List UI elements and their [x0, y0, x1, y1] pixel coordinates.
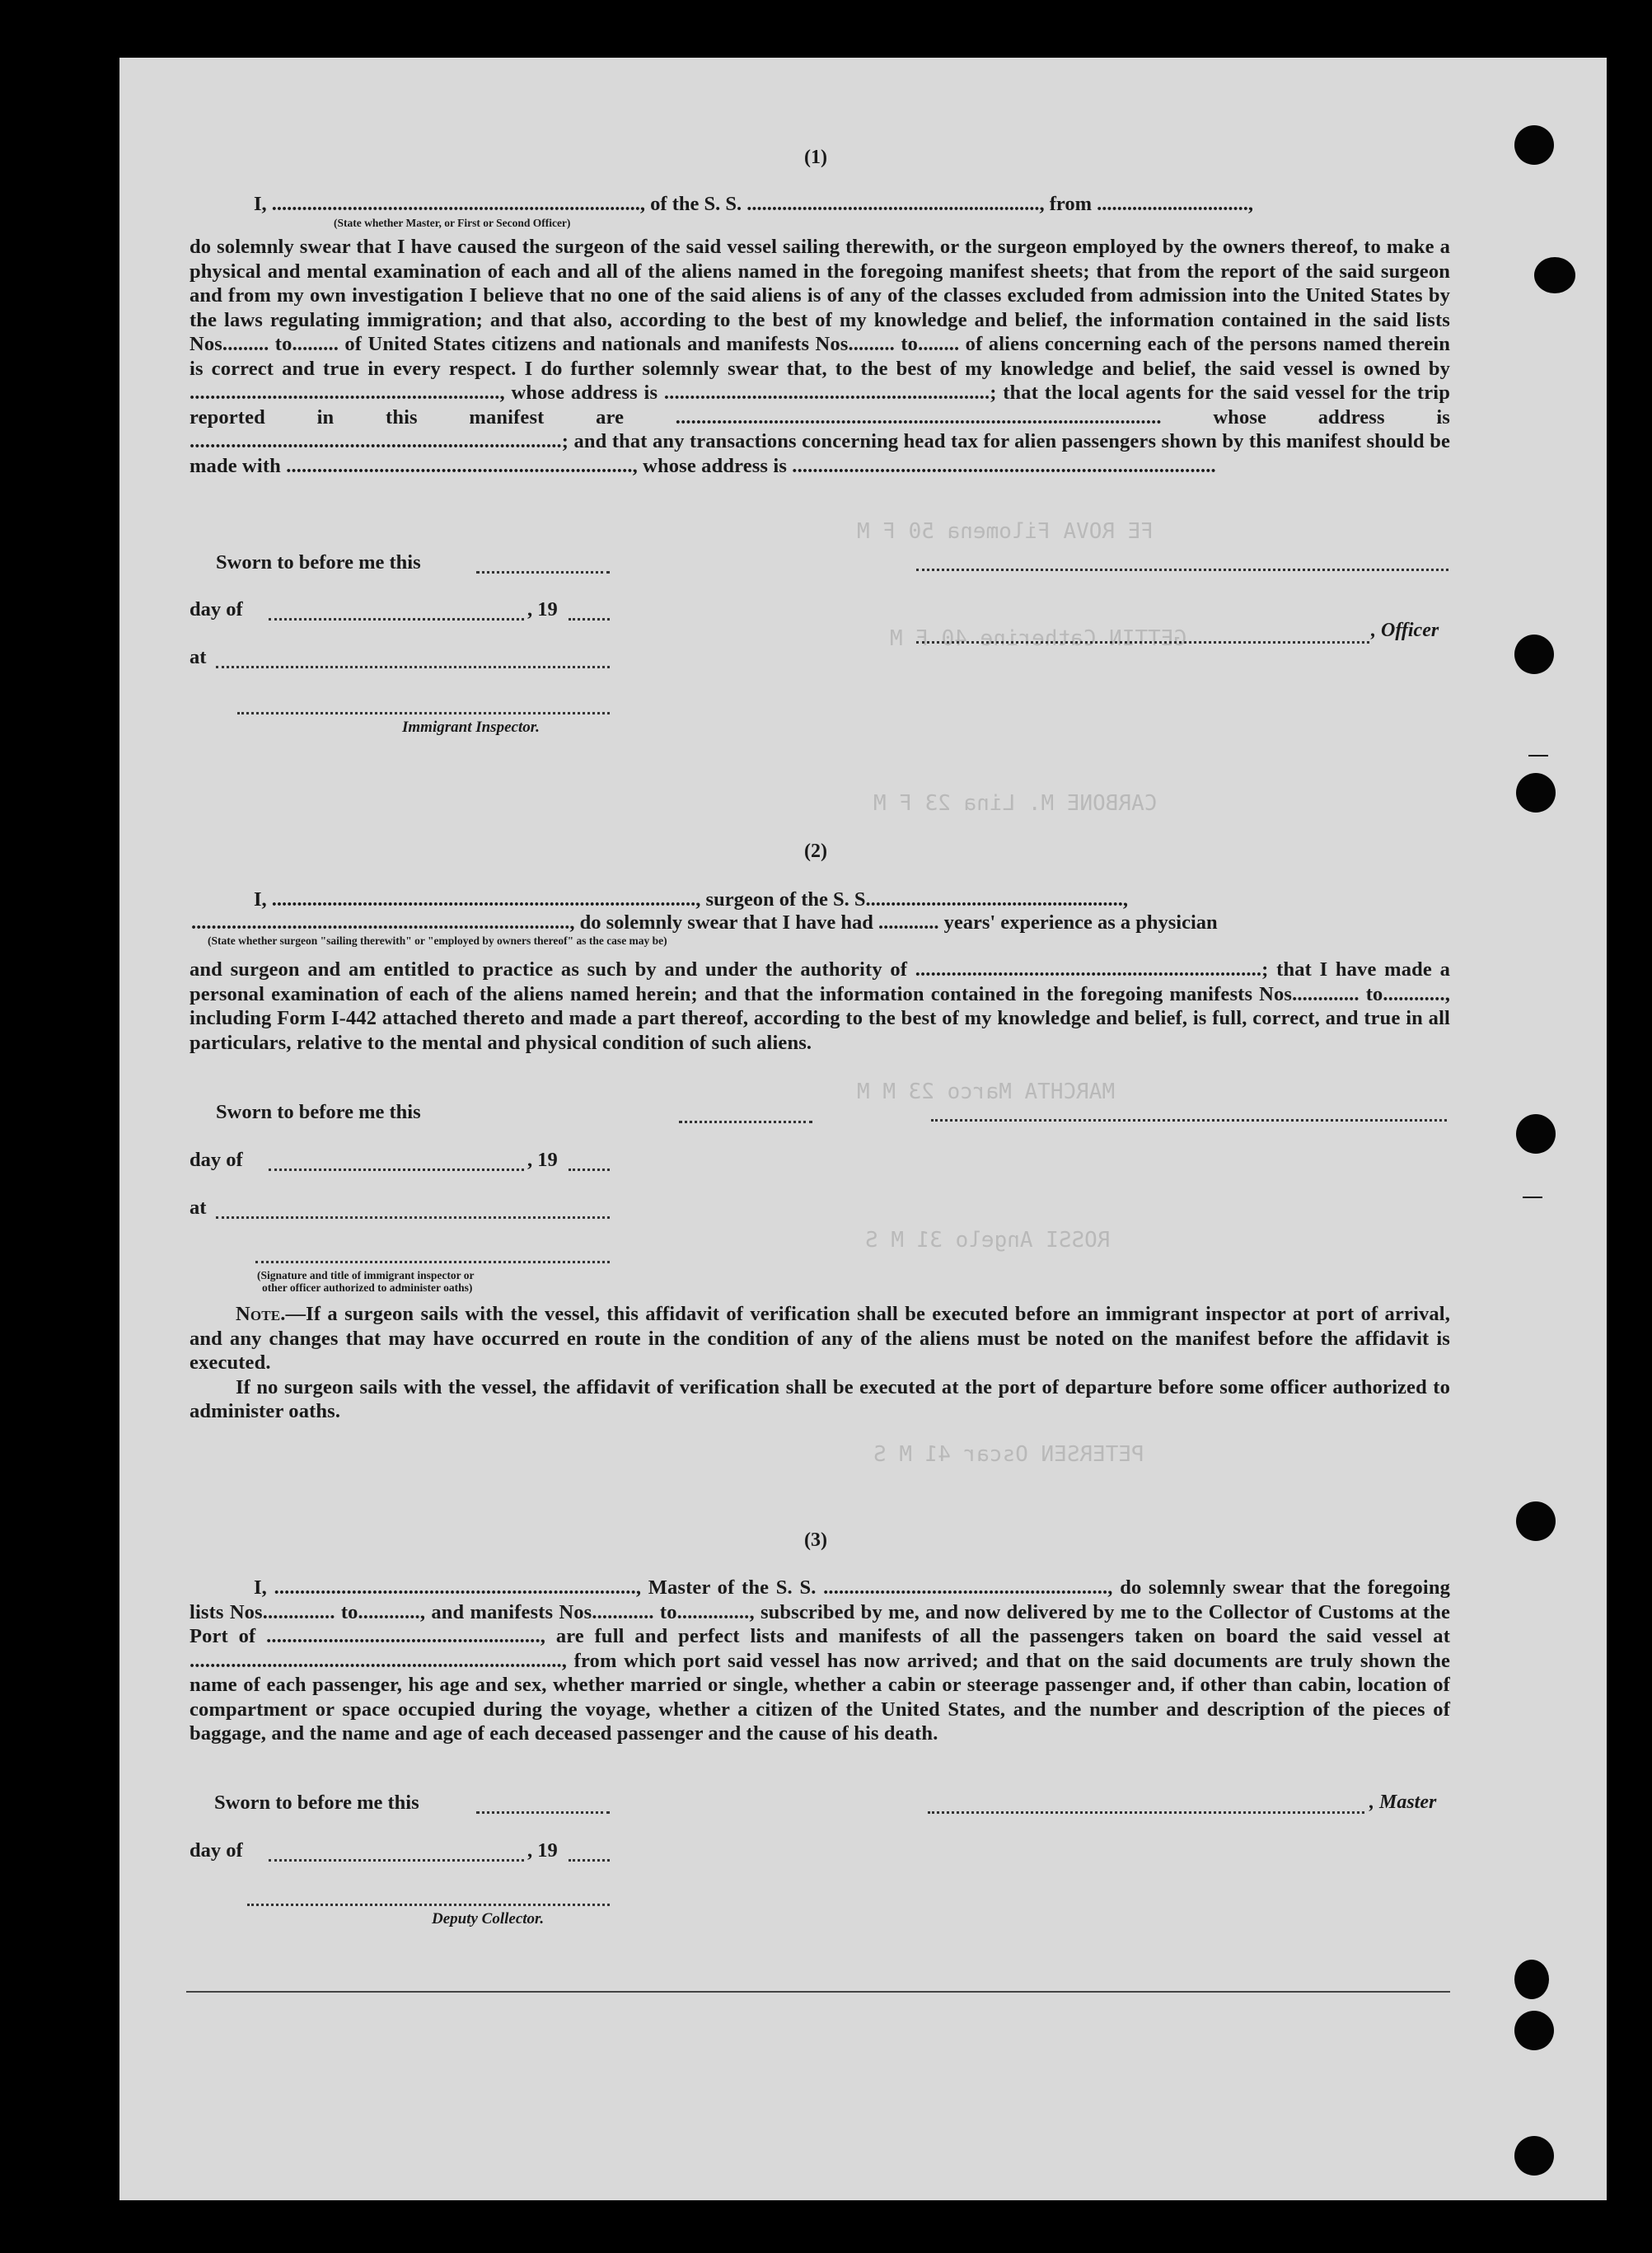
show-through-text: ROSSI Angelo 31 M S: [865, 1228, 1111, 1253]
sworn-date-field[interactable]: [476, 571, 610, 574]
section-2-note: [190, 1302, 1450, 1424]
bottom-divider: [186, 1991, 1450, 1993]
section-3-sworn: Sworn to before me this: [214, 1792, 419, 1814]
punch-hole: [1514, 2011, 1554, 2050]
show-through-text: FE ROVA Filomena 50 F M: [857, 519, 1154, 544]
show-through-text: PETERSEN Oscar 41 M S: [873, 1442, 1144, 1467]
punch-hole: [1534, 257, 1575, 293]
sworn-label: Sworn to before me this: [216, 551, 421, 574]
section-1-paragraph: do solemnly swear that I have caused the surgeon of the said vessel sailing therewith, or the surgeon employed by the owners thereof, to make a physical and mental examination of each and all of the aliens named in the foregoing manifest sheets; that from the report of the said surgeon and from my own investigation I believe that no one of the said aliens is of any of the classes excluded from admission into the United States by the laws regulating immigration; and that also, according to the best of my knowledge and belief, the information contained in the said lists Nos......... to......... of United States citizens and nationals and manifests Nos......... to........ of aliens concerning each of the persons named therein is correct and true in every respect. I do further solemnly swear that, to the best of my knowledge and belief, the said vessel is owned by ............................................................, whose address is ...............................................................; that the local agents for the said vessel for the trip reported in this manifest are .............................................................................................. whose address is ........................................................................; and that any transactions concerning head tax for alien passengers shown by this manifest should be made with ..................................................................., whose address is ..................................................................................: [190, 236, 1450, 477]
master-signature-line[interactable]: [928, 1811, 1364, 1814]
sworn-date-field[interactable]: [679, 1121, 812, 1123]
section-1-at: at: [190, 646, 207, 668]
section-2-year: , 19: [527, 1149, 558, 1171]
section-3-year: , 19: [527, 1839, 558, 1862]
year-field[interactable]: [569, 618, 610, 621]
officer-field[interactable]: [916, 641, 1369, 644]
master-label: , Master: [1369, 1792, 1437, 1813]
inspector-signature-line[interactable]: [255, 1261, 610, 1263]
section-1-number: (1): [804, 147, 827, 168]
section-2-day: day of: [190, 1149, 243, 1171]
signature-caption-1: (Signature and title of immigrant inspector or: [257, 1269, 475, 1281]
edge-mark: [1523, 1197, 1542, 1198]
section-1-line1: I, ........................................................................., of the S. S. .........................................................., from ..............................,: [254, 193, 1253, 215]
section-1-body: [190, 235, 1450, 478]
section-1-caption: (State whether Master, or First or Second Officer): [334, 217, 571, 229]
day-of-field[interactable]: [269, 618, 524, 621]
year-field[interactable]: [569, 1169, 610, 1171]
year-field[interactable]: [569, 1859, 610, 1862]
note-paragraph-1: [190, 1302, 1450, 1375]
punch-hole: [1516, 773, 1556, 813]
day-of-field[interactable]: [269, 1169, 524, 1171]
punch-hole: [1514, 1960, 1549, 1999]
punch-hole: [1514, 635, 1554, 674]
punch-hole: [1516, 1501, 1556, 1541]
section-1-sworn: [216, 551, 421, 574]
signature-caption-2: other officer authorized to administer oaths): [262, 1281, 473, 1294]
note-paragraph-2: If no surgeon sails with the vessel, the affidavit of verification shall be executed at the port of departure before some officer authorized to administer oaths.: [190, 1375, 1450, 1422]
section-2-body: [190, 958, 1450, 1055]
section-2-caption: (State whether surgeon "sailing therewith" or "employed by owners thereof" as the case may be): [208, 934, 667, 947]
section-3-paragraph: I, ......................................................................, Master of the S. S. ......................................................., do solemnly swear that the foregoing lists Nos.............. to............, and manifests Nos............ to.............., subscribed by me, and now delivered by me to the Collector of Customs at the Port of ....................................................., are full and perfect lists and manifests of all the passengers taken on board the said vessel at ........................................................................, from which port said vessel has now arrived; and that on the said documents are truly shown the name of each passenger, his age and sex, whether married or single, whether a cabin or steerage passenger and, if other than cabin, location of compartment or space occupied during the voyage, whether a citizen of the United States, and the number and description of the pieces of baggage, and the name and age of each deceased passenger and the cause of his death.: [190, 1576, 1450, 1745]
show-through-text: GETTIN Catherine 40 F M: [890, 626, 1187, 651]
day-of-field[interactable]: [269, 1859, 524, 1862]
punch-hole: [1516, 1114, 1556, 1154]
section-2-number: (2): [804, 841, 827, 862]
section-3-number: (3): [804, 1529, 827, 1551]
year-label: 19: [537, 598, 558, 621]
year-label: 19: [537, 1149, 558, 1171]
officer-label: , Officer: [1371, 620, 1439, 641]
show-through-text: MARCHTA Marco 23 M M: [857, 1080, 1116, 1104]
section-2-paragraph: and surgeon and am entitled to practice as such by and under the authority of ...................................................................; that I have made a personal examination of each of the aliens named herein; and that the information contained in the foregoing manifests Nos............. to............, including Form I-442 attached thereto and made a part thereof, according to the best of my knowledge and belief, is full, correct, and true in all particulars, relative to the mental and physical condition of such aliens.: [190, 958, 1450, 1054]
section-2-at: at: [190, 1197, 207, 1219]
edge-mark: [1528, 755, 1548, 756]
officer-signature-line[interactable]: [916, 569, 1448, 571]
surgeon-signature-line[interactable]: [931, 1119, 1447, 1122]
note-label: Note.: [236, 1303, 286, 1325]
section-2-line2: ..........................................................................., do solemnly swear that I have had ............ years' experience as a physician: [191, 911, 1218, 934]
at-field[interactable]: [216, 666, 610, 668]
section-3-day: day of: [190, 1839, 243, 1862]
collector-label: Deputy Collector.: [432, 1910, 545, 1927]
collector-signature-line[interactable]: [247, 1904, 610, 1906]
section-1-day: day of: [190, 598, 243, 621]
year-label: 19: [537, 1839, 558, 1862]
inspector-signature-line[interactable]: [237, 712, 610, 714]
section-2-line1: I, ...................................................................................., surgeon of the S. S...................................................,: [254, 888, 1129, 911]
punch-hole: [1514, 2136, 1554, 2176]
section-3-body: [190, 1576, 1450, 1746]
punch-hole: [1514, 125, 1554, 165]
note-text: —If a surgeon sails with the vessel, this affidavit of verification shall be executed before an immigrant inspector at port of arrival, and any changes that may have occurred en route in the condition of any of the aliens must be noted on the manifest before the affidavit is executed.: [190, 1303, 1450, 1374]
at-field[interactable]: [216, 1216, 610, 1219]
inspector-label: Immigrant Inspector.: [402, 719, 540, 736]
section-2-sworn: Sworn to before me this: [216, 1101, 421, 1123]
show-through-text: CARBONE M. Lina 23 F M: [873, 791, 1158, 816]
section-1-year: , 19: [527, 598, 558, 621]
sworn-date-field[interactable]: [476, 1811, 610, 1814]
